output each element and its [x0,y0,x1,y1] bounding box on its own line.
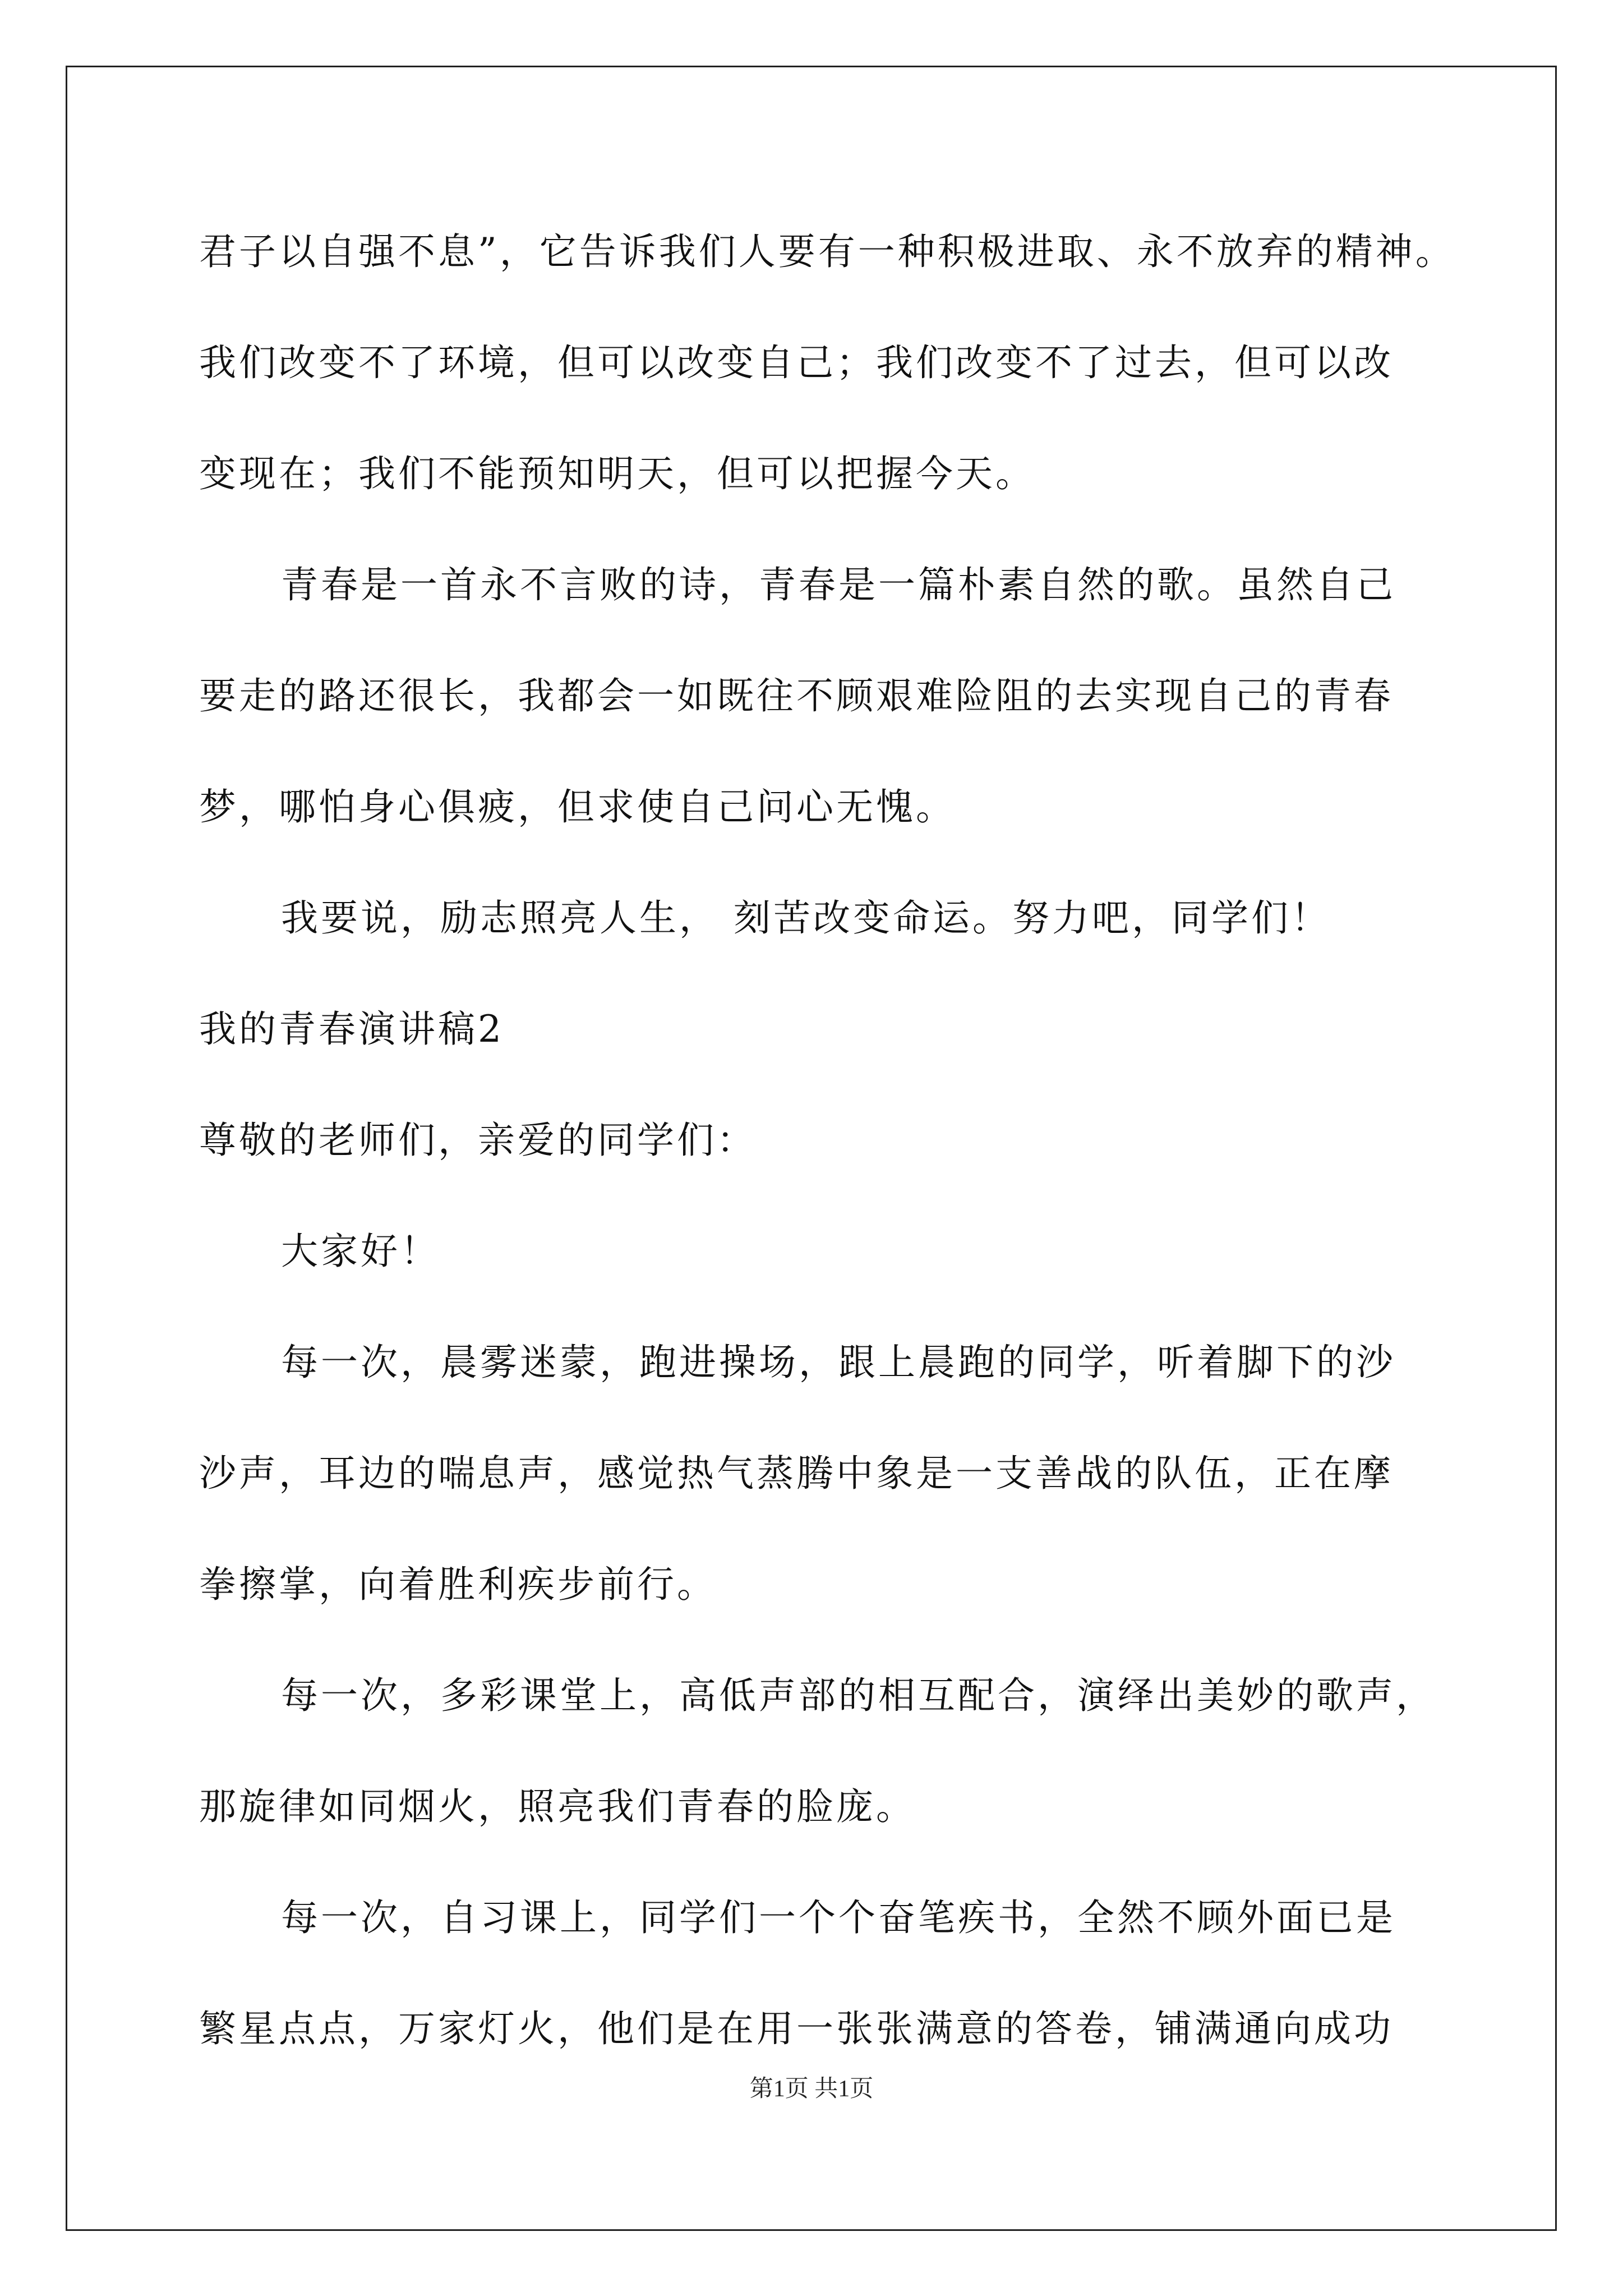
paragraph-start: 每一次，晨雾迷蒙，跑进操场，跟上晨跑的同学，听着脚下的沙 [281,1341,1396,1384]
text-line: 梦，哪怕身心俱疲，但求使自己问心无愧。 [199,785,956,829]
document-body [199,196,1455,2085]
text-line: 那旋律如同烟火，照亮我们青春的脸庞。 [199,1785,916,1828]
section-title: 我的青春演讲稿2 [199,1007,504,1051]
text-line: 拳擦掌，向着胜利疾步前行。 [199,1563,717,1606]
paragraph-start: 我要说，励志照亮人生， 刻苦改变命运。努力吧，同学们！ [281,896,1331,940]
text-line: 我们改变不了环境，但可以改变自己；我们改变不了过去，但可以改 [199,341,1394,384]
paragraph-start: 青春是一首永不言败的诗，青春是一篇朴素自然的歌。虽然自己 [281,563,1396,606]
text-line: 变现在；我们不能预知明天，但可以把握今天。 [199,452,1035,495]
page-footer: 第1页 共1页 [749,2076,874,2102]
text-line: 繁星点点，万家灯火，他们是在用一张张满意的答卷，铺满通向成功 [199,2007,1394,2050]
salutation: 尊敬的老师们，亲爱的同学们： [199,1119,757,1162]
paragraph-start: 每一次，自习课上，同学们一个个奋笔疾书，全然不顾外面已是 [281,1896,1396,1939]
text-line: 要走的路还很长，我都会一如既往不顾艰难险阻的去实现自己的青春 [199,674,1394,717]
text-line: 沙声，耳边的喘息声，感觉热气蒸腾中象是一支善战的队伍，正在摩 [199,1452,1394,1495]
text-line: 君子以自强不息”，它告诉我们人要有一种积极进取、永不放弃的精神。 [199,230,1455,273]
greeting: 大家好！ [281,1230,440,1273]
paragraph-start: 每一次，多彩课堂上，高低声部的相互配合，演绎出美妙的歌声， [281,1674,1436,1717]
